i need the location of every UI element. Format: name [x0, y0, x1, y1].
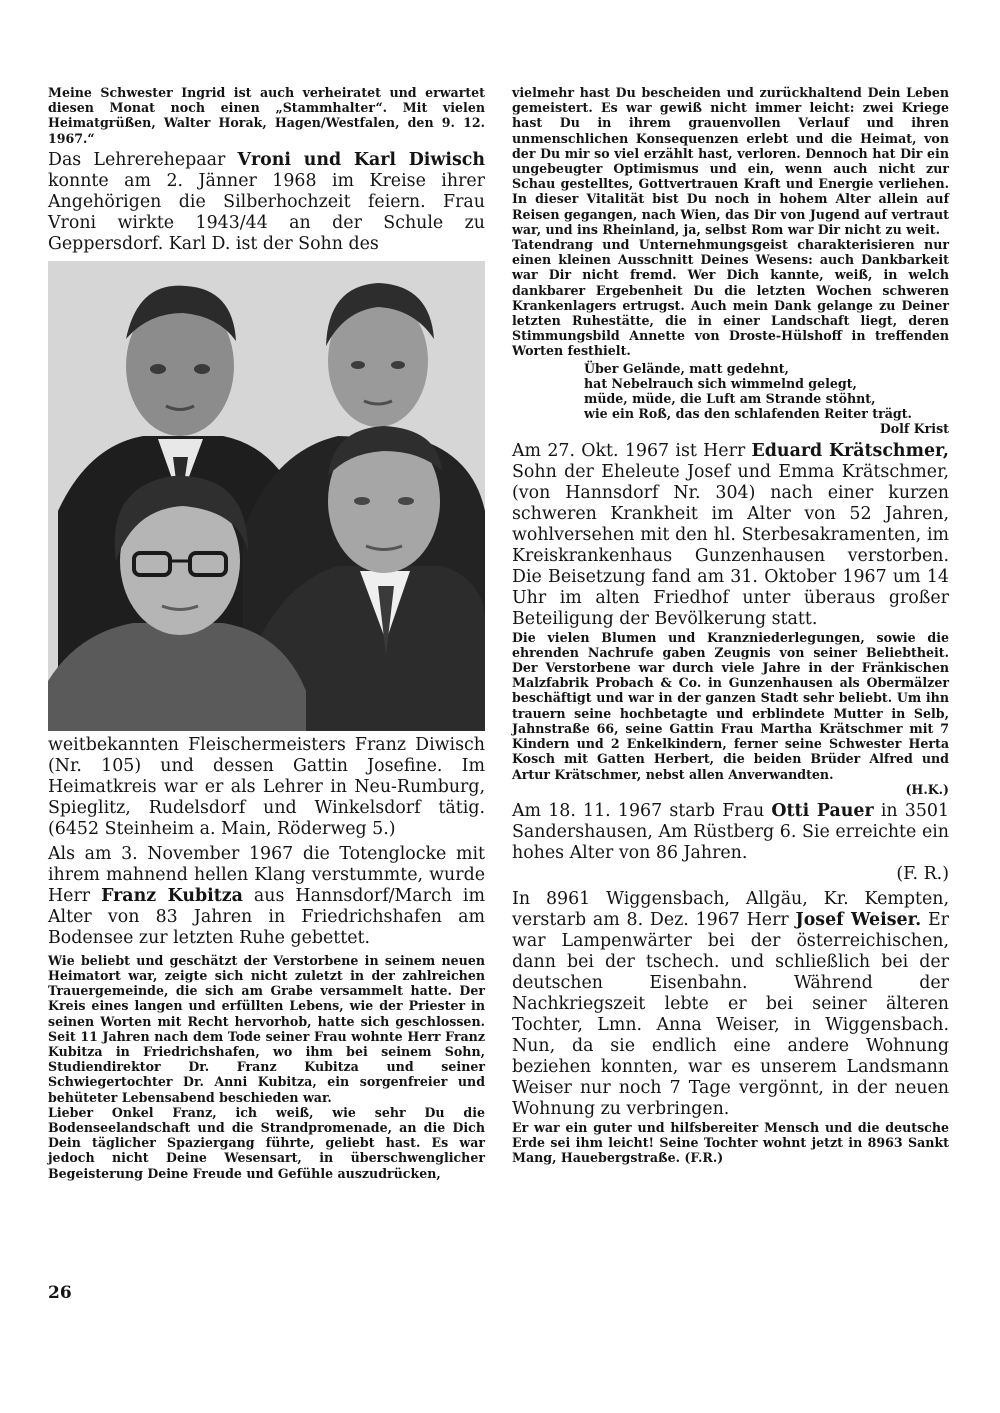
pauer-signature: (F. R.)	[896, 863, 949, 884]
family-photo	[48, 261, 485, 731]
kraetschmer-details: Die vielen Blumen und Kranzniederlegungen, sowie die ehrenden Nachrufe gaben Zeugnis von seiner Beliebtheit. Der Verstorbene war durch viele Jahre in der Fränkischen Malzfabrik Probach & Co. in Gunzenhausen als Obermälzer beschäftigt und war in der ganzen Stadt sehr beliebt. Um ihn trauern seine hochbetagte und erblindete Mutter in Selb, Jahnstraße 66, seine Gattin Frau Martha Krätschmer mit 7 Kindern und 2 Enkelkindern, ferner seine Schwester Herta Kosch mit Gatten Herbert, die beiden Brüder Alfred und Artur Krätschmer, nebst allen Anverwandten.	[512, 629, 949, 782]
poem-line: Über Gelände, matt gedehnt,	[584, 360, 789, 376]
letter-part-2: Tatendrang und Unternehmungsgeist charakterisieren nur einen kleinen Ausschnitt Deines Wesens: auch Dankbarkeit war Dir nicht fremd. Wer Dich kannte, weiß, in welch dankbarer Ergebenheit Du die letzten Wochen schweren Krankenlagers ertrugst. Auch mein Dank gelange zu Deiner letzten Ruhestätte, die in einer Landschaft liegt, deren Stimmungsbild Annette von Droste-Hülshoff in treffenden Worten festhielt.	[512, 237, 949, 359]
page-number: 26	[48, 1283, 72, 1303]
poem-line: wie ein Roß, das den schlafenden Reiter trägt.	[584, 406, 912, 422]
family-photo-drawing	[48, 261, 485, 731]
poem-signature: Dolf Krist	[879, 421, 949, 437]
kubitza-name: Franz Kubitza	[101, 885, 243, 906]
kraetschmer-article: Am 27. Okt. 1967 ist Herr Eduard Krätschmer, Sohn der Eheleute Josef und Emma Krätschmer, (von Hannsdorf Nr. 304) nach einer kurzen schweren Krankheit im Alter von 52 Jahren, wohlversehen mit den hl. Sterbesakramenten, im Kreiskrankenhaus Gunzenhausen verstorben. Die Beisetzung fand am 31. Oktober 1967 um 14 Uhr im alten Friedhof unter überaus großer Beteiligung der Bevölkerung statt.	[512, 440, 949, 629]
kubitza-letter: Lieber Onkel Franz, ich weiß, wie sehr Du die Bodenseelandschaft und die Strandpromenade, an die Dich Dein täglicher Spaziergang führte, geliebt hast. Es war jedoch nicht Deine Wesensart, in überschwenglicher Begeisterung Deine Freude und Gefühle auszudrücken,	[48, 1104, 485, 1181]
poem-line: müde, müde, die Luft am Strande stöhnt,	[584, 391, 876, 407]
weiser-details: Er war ein guter und hilfsbereiter Mensch und die deutsche Erde sei ihm leicht! Seine Tochter wohnt jetzt in 8963 Sankt Mang, Hauebergstraße. (F.R.)	[512, 1119, 949, 1166]
pauer-article: Am 18. 11. 1967 starb Frau Otti Pauer in 3501 Sandershausen, Am Rüstberg 6. Sie erreichte ein hohes Alter von 86 Jahren.	[512, 800, 950, 863]
poem	[584, 361, 949, 422]
kraetschmer-signature: (H.K.)	[905, 781, 949, 797]
diwisch-continuation: weitbekannten Fleischermeisters Franz Diwisch (Nr. 105) und dessen Gattin Josefine. Im Heimatkreis war er als Lehrer in Neu-Rumburg, Spieglitz, Rudelsdorf und Winkelsdorf tätig. (6452 Steinheim a. Main, Röderweg 5.)	[48, 734, 485, 839]
kubitza-details: Wie beliebt und geschätzt der Verstorbene in seinem neuen Heimatort war, zeigte sich nicht zuletzt in der zahlreichen Trauergemeinde, die sich am Grabe versammelt hatte. Der Kreis eines langen und erfüllten Lebens, wie der Priester in seinen Worten mit Recht hervorhob, hatte sich geschlossen. Seit 11 Jahren nach dem Tode seiner Frau wohnte Herr Franz Kubitza in Friedrichshafen, wo ihm bei seinem Sohn, Studiendirektor Dr. Franz Kubitza und seiner Schwiegertochter Dr. Anni Kubitza, ein sorgenfreier und behüteter Lebensabend beschieden war.	[48, 952, 485, 1105]
diwisch-article: Das Lehrerehepaar Vroni und Karl Diwisch konnte am 2. Jänner 1968 im Kreise ihrer Angehörigen die Silberhochzeit feiern. Frau Vroni wirkte 1943/44 an der Schule zu Geppersdorf. Karl D. ist der Sohn des	[48, 149, 486, 254]
pauer-name: Otti Pauer	[771, 800, 874, 821]
intro-text: Meine Schwester Ingrid ist auch verheiratet und erwartet diesen Monat noch einen „Stammhalter“. Mit vielen Heimatgrüßen, Walter Horak, Hagen/Westfalen, den 9. 12. 1967.“	[48, 85, 485, 146]
weiser-name: Josef Weiser.	[795, 909, 922, 930]
left-column	[48, 85, 485, 1181]
kraetschmer-name: Eduard Krätschmer,	[751, 440, 949, 461]
weiser-article: In 8961 Wiggensbach, Allgäu, Kr. Kempten, verstarb am 8. Dez. 1967 Herr Josef Weiser. Er war Lampenwärter bei der österreichischen, dann bei der tschech. und schließlich bei der deutschen Eisenbahn. Während der Nachkriegszeit lebte er bei seiner älteren Tochter, Lmn. Anna Weiser, in Wiggensbach. Nun, da sie endlich eine andere Wohnung beziehen konnten, war es unserem Landsmann Weiser nur noch 7 Tage vergönnt, in der neuen Wohnung zu verbringen.	[512, 888, 949, 1119]
poem-line: hat Nebelrauch sich wimmelnd gelegt,	[584, 375, 857, 391]
letter-part-1: vielmehr hast Du bescheiden und zurückhaltend Dein Leben gemeistert. Es war gewiß nicht immer leicht: zwei Kriege hast Du in ihrem grauenvollen Verlauf und ihren unmenschlichen Konsequenzen erlebt und die Heimat, von der Du mir so viel erzählt hast, verloren. Dennoch hat Dir ein ungebeugter Optimismus und ein, wenn auch nicht zur Schau gestelltes, Gottvertrauen Kraft und Energie verliehen. In dieser Vitalität bist Du noch in hohem Alter allein auf Reisen gegangen, nach Wien, das Dir von Jugend auf vertraut war, und ins Rheinland, ja, selbst Rom war Dir nicht zu weit.	[512, 85, 949, 237]
diwisch-name: Vroni und Karl Diwisch	[237, 149, 486, 170]
right-column	[512, 85, 949, 1166]
kubitza-article: Als am 3. November 1967 die Totenglocke mit ihrem mahnend hellen Klang verstummte, wurde Herr Franz Kubitza aus Hannsdorf/March im Alter von 83 Jahren in Friedrichshafen am Bodensee zur letzten Ruhe gebettet.	[48, 843, 485, 948]
